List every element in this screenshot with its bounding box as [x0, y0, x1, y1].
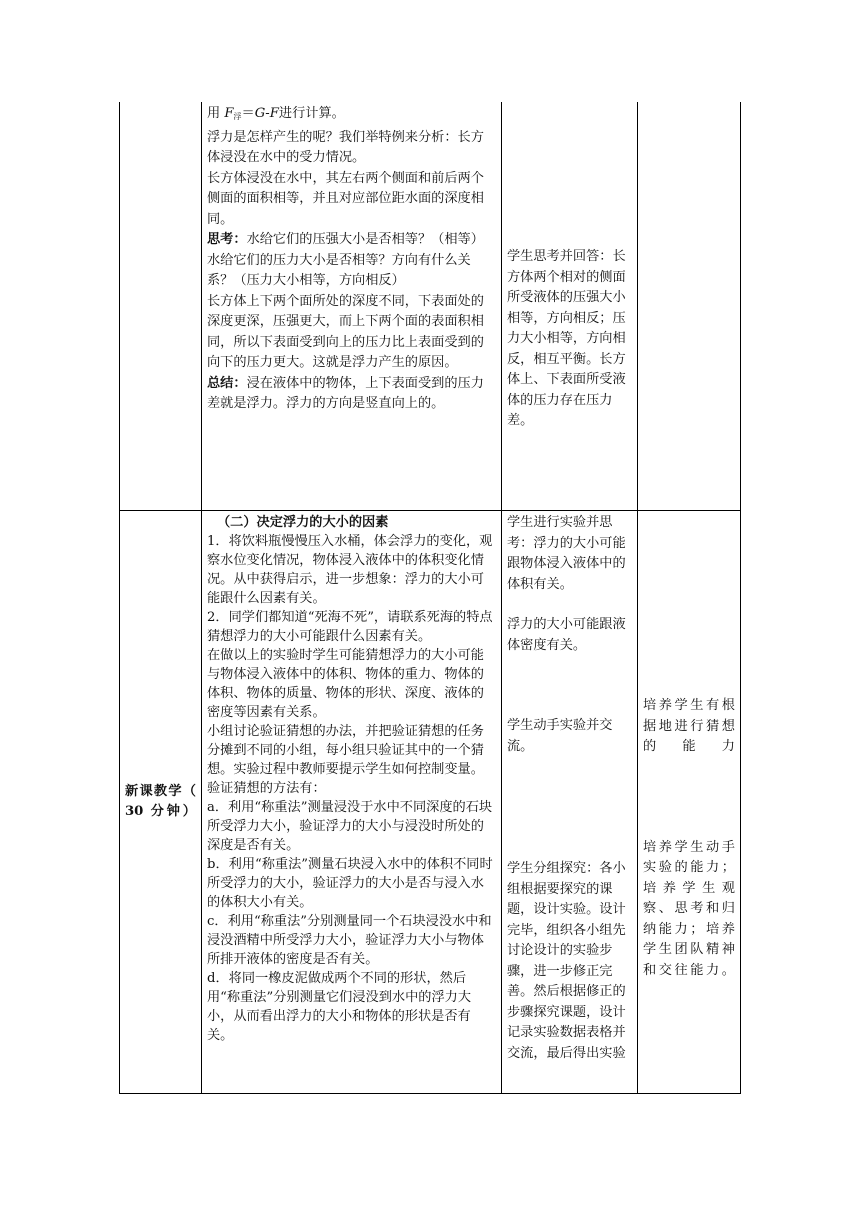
student-activity-cell	[502, 511, 638, 1094]
paragraph-box: 长方体浸没在水中，其左右两个侧面和前后两个侧面的面积相等，并且对应部位距水面的深度相同。	[207, 170, 484, 227]
intent-cell-empty	[638, 102, 741, 511]
intent-text-1: 培养学生有根据地进行猜想的能力	[643, 698, 735, 754]
section-heading: （二）决定浮力的大小的因素	[217, 515, 389, 530]
summary-text: 浸在液体中的物体，上下表面受到的压力差就是浮力。浮力的方向是竖直向上的。	[207, 375, 484, 411]
intent-text-2: 培养学生动手实验的能力；培养学生观察、思考和归纳能力；培养学生团队精神和交往能力。	[643, 839, 735, 978]
student-text-1: 学生进行实验并思考：浮力的大小可能跟物体浸入液体中的体积有关。	[507, 515, 626, 592]
formula-F2: F	[269, 106, 279, 121]
spacer	[643, 513, 735, 696]
stage-cell-empty	[120, 102, 202, 511]
method-a: a．利用“称重法”测量浸没于水中不同深度的石块所受浮力大小，验证浮力的大小与浸没时所处的深度是否有关。	[207, 800, 493, 853]
paragraph-4: 小组讨论验证猜想的办法，并把验证猜想的任务分摊到不同的小组，每小组只验证其中的一个猜想。实验过程中教师要提示学生如何控制变量。验证猜想的方法有：	[207, 724, 484, 796]
paragraph-3: 在做以上的实验时学生可能猜想浮力的大小可能与物体浸入液体中的体积、物体的重力、物体的体积、物体的质量、物体的形状、深度、液体的密度等因素有关系。	[207, 648, 484, 720]
paragraph-think	[207, 230, 496, 251]
formula-prefix: 用	[207, 106, 225, 121]
method-c: c．利用“称重法”分别测量同一个石块浸没水中和浸没酒精中所受浮力大小，验证浮力大小与物体所排开液体的密度是否有关。	[207, 914, 492, 967]
spacer	[507, 595, 632, 615]
paragraph-force: 水给它们的压力大小是否相等？方向有什么关系？（压力大小相等，方向相反）	[207, 252, 471, 288]
spacer	[507, 656, 632, 716]
formula-F: F	[224, 106, 234, 121]
paragraph-updown: 长方体上下两个面所处的深度不同，下表面处的深度更深，压强更大，而上下两个面的表面积相同，所以下表面受到向上的压力比上表面受到的向下的压力更大。这就是浮力产生的原因。	[207, 293, 484, 370]
intent-cell	[638, 511, 741, 1094]
formula-line	[207, 104, 496, 128]
teacher-activity-cell	[202, 102, 502, 511]
formula-G: G	[254, 106, 266, 121]
student-text-2: 浮力的大小可能跟液体密度有关。	[507, 617, 626, 653]
method-b: b．利用“称重法”测量石块浸入水中的体积不同时所受浮力的大小，验证浮力的大小是否与浸入水的体积大小有关。	[207, 857, 493, 910]
method-d: d．将同一橡皮泥做成两个不同的形状，然后用“称重法”分别测量它们浸没到水中的浮力大小，从而看出浮力的大小和物体的形状是否有关。	[207, 971, 472, 1043]
formula-sub: 浮	[233, 112, 242, 121]
formula-eq: ＝	[241, 106, 255, 121]
student-answer: 学生思考并回答：长方体两个相对的侧面所受液体的压强大小相等，方向相反；压力大小相等，方向相反，相互平衡。长方体上、下表面所受液体的压力存在压力差。	[507, 249, 626, 428]
think-text: 水给它们的压强大小是否相等？（相等）	[246, 232, 484, 247]
student-activity-cell	[502, 102, 638, 511]
teacher-activity-cell	[202, 511, 502, 1094]
spacer	[643, 758, 735, 838]
student-text-4: 学生分组探究：各小组根据要探究的课题，设计实验。设计完毕，组织各小组先讨论设计的实验步骤，进一步修正完善。然后根据修正的步骤探究课题，设计记录实验数据表格并交流，最后得出实验	[507, 861, 626, 1061]
table-row	[120, 102, 741, 511]
paragraph-2: 2．同学们都知道“死海不死”，请联系死海的特点猜想浮力的大小可能跟什么因素有关。	[207, 610, 493, 644]
lesson-plan-table	[119, 102, 741, 1094]
think-label: 思考：	[207, 232, 247, 247]
paragraph-origin: 浮力是怎样产生的呢？我们举特例来分析：长方体浸没在水中的受力情况。	[207, 129, 484, 165]
formula-suffix: 进行计算。	[278, 106, 345, 121]
spacer	[507, 104, 632, 247]
table-row	[120, 511, 741, 1094]
paragraph-1: 1．将饮料瓶慢慢压入水桶，体会浮力的变化，观察水位变化情况，物体浸入液体中的体积变化情况。从中获得启示，进一步想象：浮力的大小可能跟什么因素有关。	[207, 534, 493, 606]
formula-dash: -	[265, 106, 270, 121]
student-text-3: 学生动手实验并交流。	[507, 718, 613, 754]
paragraph-summary	[207, 374, 496, 415]
stage-label: 新课教学（ 30 分钟）	[120, 511, 202, 1094]
spacer	[507, 757, 632, 859]
summary-label: 总结：	[207, 375, 247, 391]
